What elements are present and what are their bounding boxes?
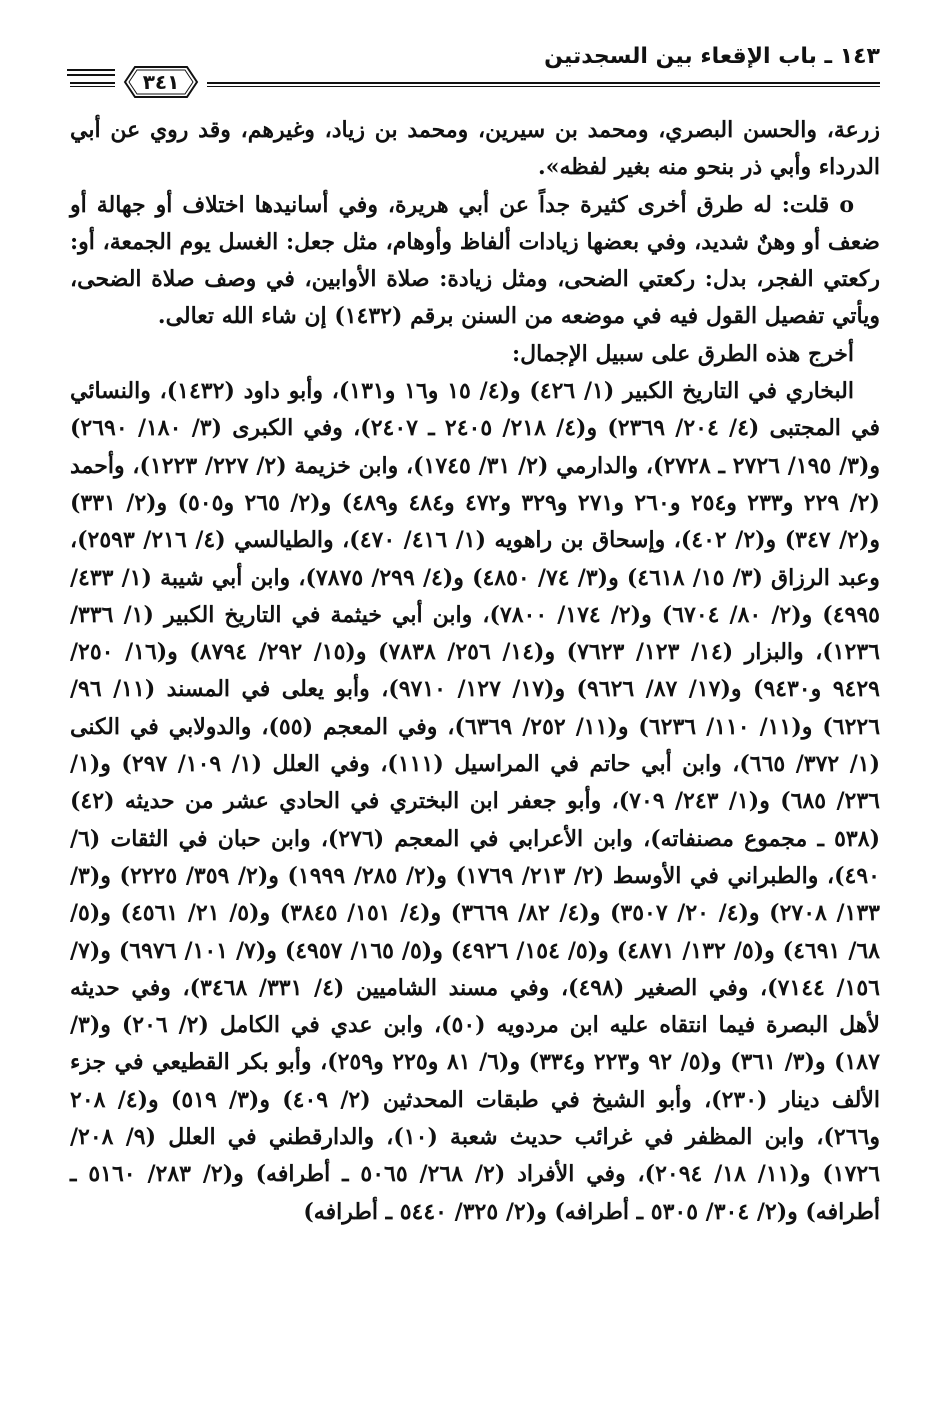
chapter-title: ١٤٣ ـ باب الإقعاء بين السجدتين	[544, 44, 880, 69]
paragraph: أخرج هذه الطرق على سبيل الإجمال:	[512, 340, 854, 367]
page-header	[70, 42, 880, 92]
page-number-badge	[115, 62, 207, 102]
badge-ornament-lines	[67, 69, 117, 79]
page-body	[70, 112, 880, 1231]
paragraph: زرعة، والحسن البصري، ومحمد بن سيرين، ومحمد بن زياد، وغيرهم، وقد روي عن أبي الدرداء وأبي ذر بنحو منه بغير لفظه».	[70, 117, 881, 181]
paragraph: البخاري في التاريخ الكبير (١/ ٤٢٦) و(٤/ ١٥ و١٦ و١٣١)، وأبو داود (١٤٣٢)، والنسائي في المجتبى (٤/ ٢٠٤/ ٢٣٦٩) و(٤/ ٢١٨/ ٢٤٠٥ ـ ٢٤٠٧)، وفي الكبرى (٣/ ١٨٠/ ٢٦٩٠) و(٣/ ١٩٥/ ٢٧٢٦ ـ ٢٧٢٨)، والدارمي (٢/ ٣١/ ١٧٤٥)، وابن خزيمة (٢/ ٢٢٧/ ١٢٢٣)، وأحمد (٢/ ٢٢٩ و٢٣٣ و٢٥٤ و٢٦٠ و٢٧١ و٣٢٩ و٤٧٢ و٤٨٤ و٤٨٩) و(٢/ ٢٦٥ و٥٠٥) و(٢/ ٣٣١) و(٢/ ٣٤٧) و(٢/ ٤٠٢)، وإسحاق بن راهويه (١/ ٤١٦/ ٤٧٠)، والطيالسي (٤/ ٢١٦/ ٢٥٩٣)، وعبد الرزاق (٣/ ١٥/ ٤٦١٨) و(٣/ ٧٤/ ٤٨٥٠) و(٤/ ٢٩٩/ ٧٨٧٥)، وابن أبي شيبة (١/ ٤٣٣/ ٤٩٩٥) و(٢/ ٨٠/ ٦٧٠٤) و(٢/ ١٧٤/ ٧٨٠٠)، وابن أبي خيثمة في التاريخ الكبير (١/ ٣٣٦/ ١٢٣٦)، والبزار (١٤/ ١٢٣/ ٧٦٢٣) و(١٤/ ٢٥٦/ ٧٨٣٨) و(١٥/ ٢٩٢/ ٨٧٩٤) و(١٦/ ٢٥٠/ ٩٤٢٩ و٩٤٣٠) و(١٧/ ٨٧/ ٩٦٢٦) و(١٧/ ١٢٧/ ٩٧١٠)، وأبو يعلى في المسند (١١/ ٩٦/ ٦٢٢٦) و(١١/ ١١٠/ ٦٢٣٦) و(١١/ ٢٥٢/ ٦٣٦٩)، وفي المعجم (٥٥)، والدولابي في الكنى (١/ ٣٧٢/ ٦٦٥)، وابن أبي حاتم في المراسيل (١١١)، وفي العلل (١/ ١٠٩/ ٢٩٧) و(١/ ٢٣٦/ ٦٨٥) و(١/ ٢٤٣/ ٧٠٩)، وأبو جعفر ابن البختري في الحادي عشر من حديثه (٤٢) (٥٣٨ ـ مجموع مصنفاته)، وابن الأعرابي في المعجم (٢٧٦)، وابن حبان في الثقات (٦/ ٤٩٠)، والطبراني في الأوسط (٢/ ٢١٣/ ١٧٦٩) و(٢/ ٢٨٥/ ١٩٩٩) و(٢/ ٣٥٩/ ٢٢٢٥) و(٣/ ١٣٣/ ٢٧٠٨) و(٤/ ٢٠/ ٣٥٠٧) و(٤/ ٨٢/ ٣٦٦٩) و(٤/ ١٥١/ ٣٨٤٥) و(٥/ ٢١/ ٤٥٦١) و(٥/ ٦٨/ ٤٦٩١) و(٥/ ١٣٢/ ٤٨٧١) و(٥/ ١٥٤/ ٤٩٢٦) و(٥/ ١٦٥/ ٤٩٥٧) و(٧/ ١٠١/ ٦٩٧٦) و(٧/ ١٥٦/ ٧١٤٤)، وفي الصغير (٤٩٨)، وفي مسند الشاميين (٤/ ٣٣١/ ٣٤٦٨)، وفي حديثه لأهل البصرة فيما انتقاه عليه ابن مردويه (٥٠)، وابن عدي في الكامل (٢/ ٢٠٦) و(٣/ ١٨٧) و(٣/ ٣٦١) و(٥/ ٩٢ و٢٢٣ و٣٣٤) و(٦/ ٨١ و٢٢٥ و٢٥٩)، وأبو بكر القطيعي في جزء الألف دينار (٢٣٠)، وأبو الشيخ في طبقات المحدثين (٢/ ٤٠٩) و(٣/ ٥١٩) و(٤/ ٢٠٨ و٢٦٦)، وابن المظفر في غرائب حديث شعبة (١٠)، والدارقطني في العلل (٩/ ٢٠٨/ ١٧٢٦) و(١١/ ١٨/ ٢٠٩٤)، وفي الأفراد (٢/ ٢٦٨/ ٥٠٦٥ ـ أطرافه) و(٢/ ٢٨٣/ ٥١٦٠ ـ أطرافه) و(٢/ ٣٠٤/ ٥٣٠٥ ـ أطرافه) و(٢/ ٣٢٥/ ٥٤٤٠ ـ أطرافه)	[70, 378, 881, 1225]
page-number: ٣٤١	[142, 70, 180, 94]
paragraph: o قلت: له طرق أخرى كثيرة جداً عن أبي هريرة، وفي أسانيدها اختلاف أو جهالة أو ضعف أو وهنٌ شديد، وفي بعضها زيادات ألفاظ وأوهام، مثل جعل: الغسل يوم الجمعة، أو: ركعتي الفجر، بدل: ركعتي الضحى، ومثل زيادة: صلاة الأوابين، في وصف صلاة الضحى، ويأتي تفصيل القول فيه في موضعه من السنن برقم (١٤٣٢) إن شاء الله تعالى.	[70, 191, 880, 330]
